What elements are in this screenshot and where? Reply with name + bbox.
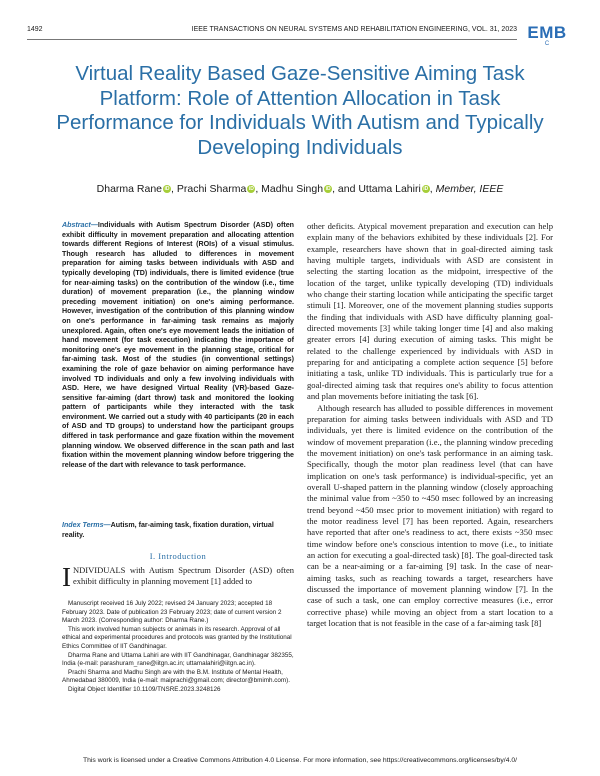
intro-lead-text: NDIVIDUALS with Autism Spectrum Disorder (ASD) often exhibit difficulty in planning movement [1] added to xyxy=(73,565,294,587)
footnote: This work involved human subjects or animals in its research. Approval of all ethical and experimental procedures and protocols was granted by the Institutional Ethics Committee of IIT Gandhinagar. xyxy=(62,625,292,650)
footnote: Manuscript received 16 July 2022; revised 24 January 2023; accepted 18 February 2023. Date of publication 23 February 2023; date of current version 2 March 2023. (Corresponding author: Dharma Rane.) xyxy=(62,600,282,625)
index-terms-text: Autism, far-aiming task, fixation duration, virtual reality. xyxy=(62,521,274,539)
orcid-icon[interactable]: iD xyxy=(325,186,331,192)
author-name: Dharma Rane xyxy=(96,183,163,195)
author-name: and Uttama Lahiri xyxy=(337,183,421,195)
body-paragraph: other deficits. Atypical movement preparation and execution can help explain many of the behaviors exhibited by these individuals [2]. For example, researchers have shown that in goal-directed aiming task having multiple targets, individuals with ASD are consistent in selecting the starting location as the midpoint, irrespective of the location of the target, unlike typically developing (TD) individuals who change their starting location while anticipating the specific target stimuli [1]. Moreover, one of the movement planning studies supports the finding that individuals with ASD have difficulty planning goal-directed movements [3] while taking longer time [4] and also making greater errors [4] during execution of aiming tasks. This might be related to the challenge experienced by individuals with ASD in preparing for and anticipating a complete action sequence [5] before initiating a task, unlike TD individuals. This is particularly true for a goal-directed aiming task that requires one's ability to focus attention and plan movements before initiating the task [6]. xyxy=(307,221,553,402)
footnote: Prachi Sharma and Madhu Singh are with the B.M. Institute of Mental Health, Ahmedabad 380009, India (e-mail: maiprachi@gmail.com; director@bmimh.com). xyxy=(62,668,291,685)
index-terms-label: Index Terms— xyxy=(62,521,111,529)
abstract xyxy=(62,221,294,470)
footnote: Dharma Rane and Uttama Lahiri are with IIT Gandhinagar, Gandhinagar 382355, India (e-mail: parashuram_rane@iitgn.ac.in; uttamalahiri@iitgn.ac.in). xyxy=(62,651,294,668)
running-header xyxy=(27,26,517,38)
orcid-icon[interactable]: iD xyxy=(164,186,170,192)
footnote: Digital Object Identifier 10.1109/TNSRE.2023.3248126 xyxy=(68,685,221,693)
orcid-icon[interactable]: iD xyxy=(248,186,254,192)
section-heading: I. Introduction xyxy=(149,551,207,561)
author-membership: Member, IEEE xyxy=(435,183,504,195)
embs-logo xyxy=(519,23,575,51)
right-column xyxy=(307,221,553,629)
intro-lead-paragraph xyxy=(62,562,294,592)
drop-cap: I xyxy=(62,562,71,592)
body-paragraph: Although research has alluded to possible differences in movement preparation for aiming tasks between individuals with ASD and TD individuals, yet there is limited evidence on the contribution of the window of movement preparation (i.e., the planning window preceding the movement initiation) on one's task performance in an aiming task. Specifically, though the motor plan readiness level (that can have implication on one's task performance) is individual-specific, yet an overall U-shaped pattern in the planning window (closely approaching the minimal value from ~350 to ~450 msec followed by an increasing trend beyond ~450 msec prior to movement initiation) with regard to the motor readiness level [7] has been reported. Again, researchers have reported that after one's readiness to act, there exists ~350 msec time window before one's conscious intention to move (i.e., to initiate an action for executing a goal-directed task) [8]. The goal-directed task can be a near-aiming or a far-aiming [9] task. In the case of near-aiming tasks, such as reaching towards a target, researchers have discussed the importance of movement planning window [7]. In the case of such a task, one can employ corrective measures (i.e., error corrective phase) while moving an object from a start location to a target location that is not feasible in the case of a far-aiming task [8] xyxy=(307,402,553,629)
index-terms xyxy=(62,521,294,540)
author-line: Dharma Rane iD , Prachi Sharma iD , Madhu Singh iD , and Uttama Lahiri iD , Member, IEEE xyxy=(96,183,504,195)
footnotes xyxy=(62,600,294,695)
license-footer: This work is licensed under a Creative Commons Attribution 4.0 License. For more information, see https://creativecommons.org/licenses/by/4.0/ xyxy=(82,757,518,764)
author-name: Madhu Singh xyxy=(261,183,324,195)
logo-text: EMB xyxy=(527,23,567,42)
paper-title: Virtual Reality Based Gaze-Sensitive Aiming Task Platform: Role of Attention Allocation in Task Performance for Individuals With Autism and Typically Developing Individuals xyxy=(56,62,544,159)
abstract-label: Abstract— xyxy=(62,221,98,229)
page-number: 1492 xyxy=(27,26,43,33)
logo-subtext: C xyxy=(544,41,550,47)
author-name: Prachi Sharma xyxy=(176,183,247,195)
orcid-icon[interactable]: iD xyxy=(423,186,429,192)
journal-name: IEEE TRANSACTIONS ON NEURAL SYSTEMS AND REHABILITATION ENGINEERING, VOL. 31, 2023 xyxy=(191,26,517,33)
header-rule xyxy=(27,39,517,40)
abstract-text: Individuals with Autism Spectrum Disorder (ASD) often exhibit difficulty in movement preparation and allocating attention towards different Regions of Interest (ROIs) of a visual stimulus. Though research has alluded to differences in movement preparation for aiming tasks between individuals with ASD and typically developing (TD) individuals, there is limited evidence (true for near-aiming tasks) on the contribution of the window (i.e., time duration) of movement preparation (i.e., the planning window preceding movement initiation) on one's aiming performance. However, investigation of the contribution of this planning window on one's performance in far-aiming task remains as majorly unexplored. Again, often one's eye movement leads the initiation of hand movement (for task execution) indicating the importance of monitoring one's eye movement in the planning stage, critical for far-aiming task. Most of the studies (in conventional settings) examining the role of gaze behavior on aiming performance have involved TD individuals and only a few involving individuals with ASD. Here, we have designed Virtual Reality (VR)-based Gaze-sensitive far-aiming (dart throw) task and monitored the looking pattern of participants while they interacted with the task environment. We carried out a study with 40 participants (20 in each of ASD and TD groups) to understand how the participant groups differed in task performance and gaze fixation within the movement planning window. We observed difference in the scan path and last fixation within the movement planning window before triggering the release of the dart with relevance to task performance. xyxy=(62,221,294,469)
